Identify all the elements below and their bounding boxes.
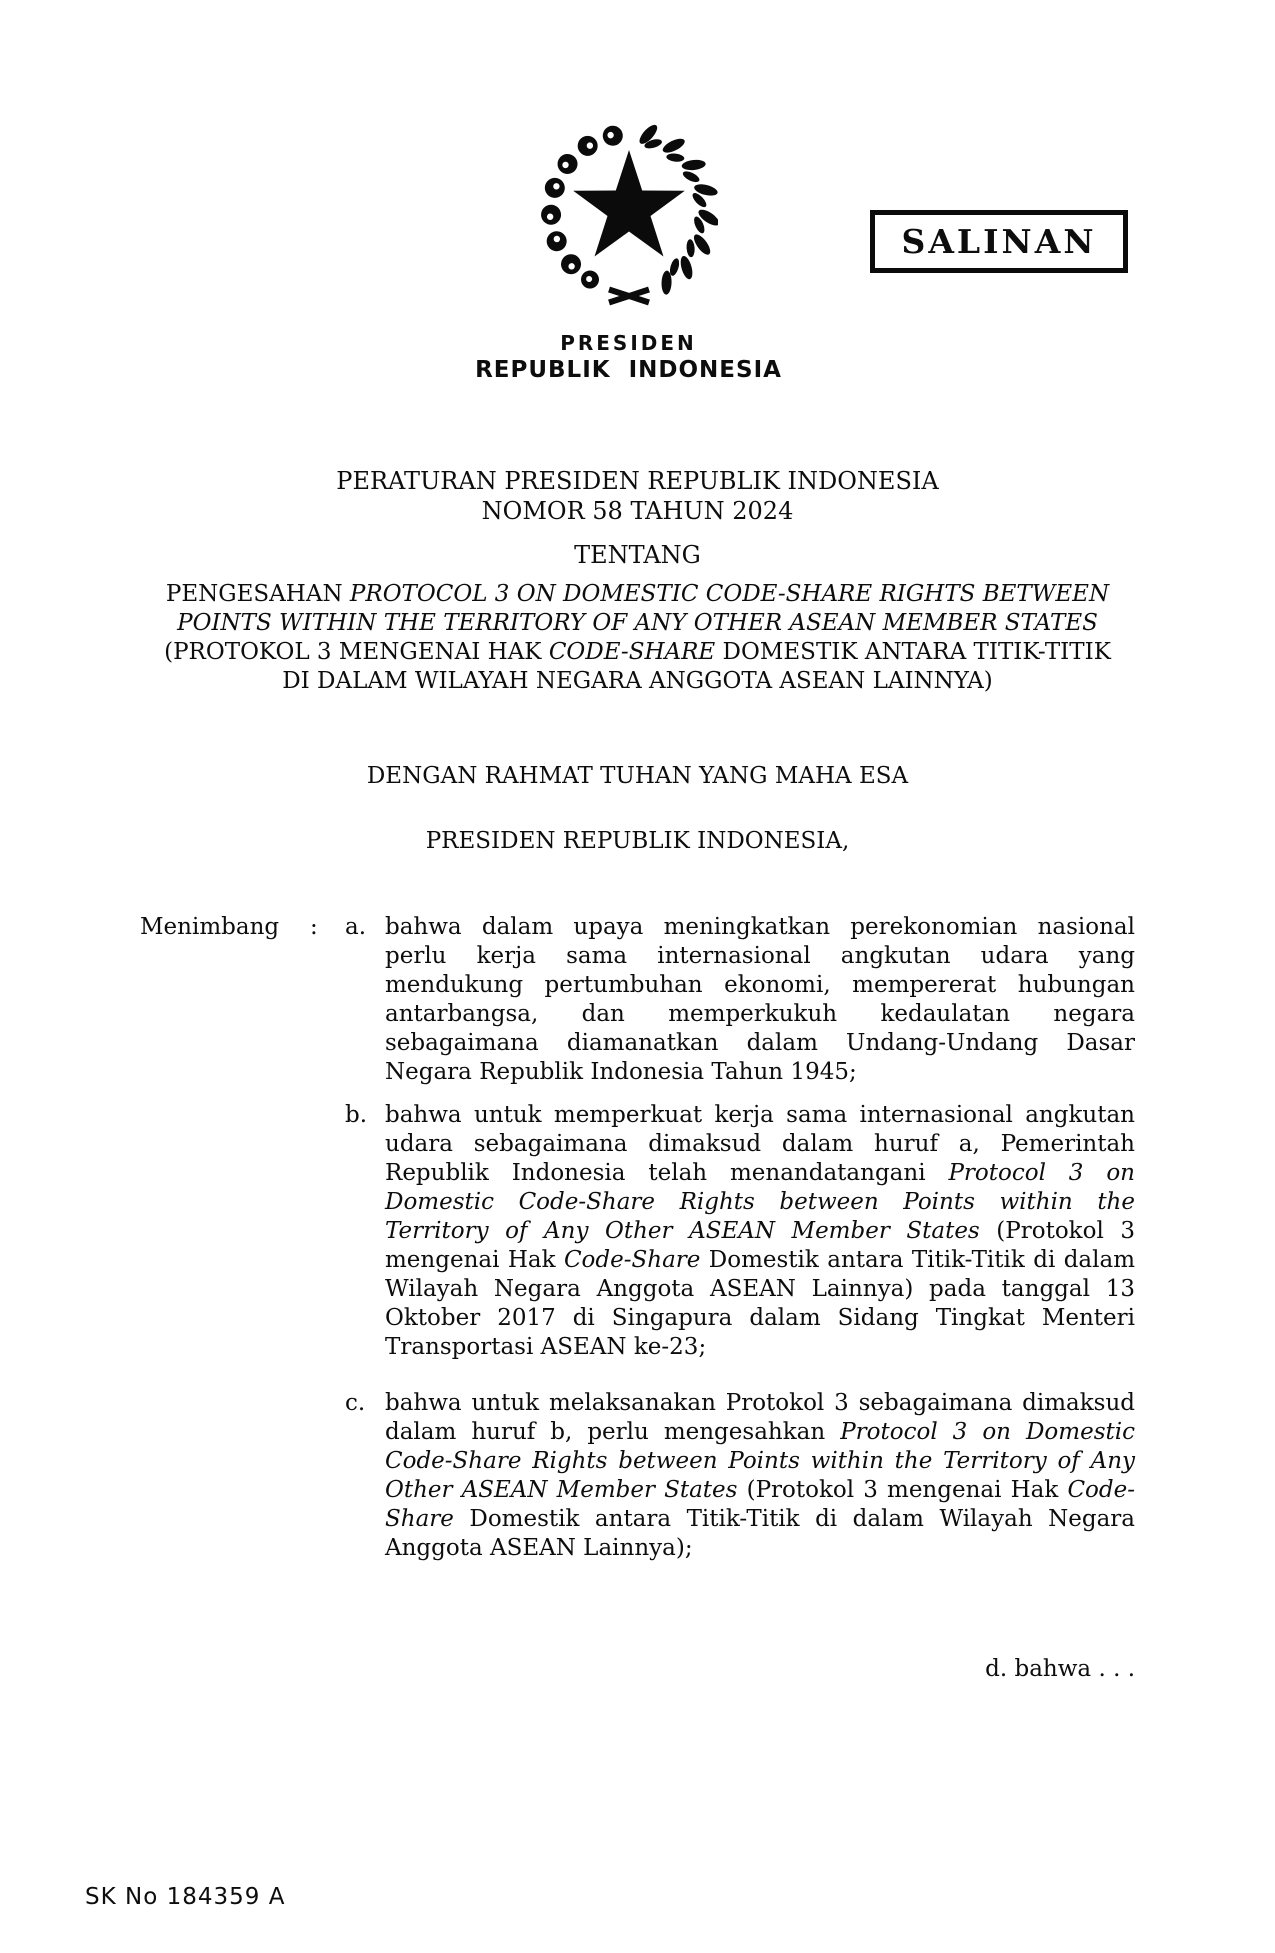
item-text: bahwa untuk melaksanakan Protokol 3 sebagaimana dimaksud dalam huruf b, perlu mengesahkan Protocol 3 on Domestic Code-Share Rights between Points within the Territory of Any Other ASEAN Member States (Protokol 3 mengenai Hak Code-Share Domestik antara Titik-Titik di dalam Wilayah Negara Anggota ASEAN Lainnya); [385, 1390, 1135, 1561]
consideration-item-c [345, 1389, 1135, 1563]
subject-line: (PROTOKOL 3 MENGENAI HAK CODE-SHARE DOMESTIK ANTARA TITIK-TITIK [164, 639, 1111, 665]
page-continuation-catchword: d. bahwa . . . [985, 1656, 1135, 1682]
salinan-stamp [870, 210, 1128, 273]
presidential-emblem [540, 110, 718, 315]
sk-number: SK No 184359 A [85, 1884, 286, 1910]
item-marker: a. [345, 914, 367, 940]
enacting-authority: PRESIDEN REPUBLIK INDONESIA, [425, 828, 850, 854]
regulation-number: NOMOR 58 TAHUN 2024 [481, 497, 794, 525]
subject-title [0, 580, 1275, 696]
subject-line: DI DALAM WILAYAH NEGARA ANGGOTA ASEAN LAINNYA) [282, 668, 993, 694]
subject-line: POINTS WITHIN THE TERRITORY OF ANY OTHER ASEAN MEMBER STATES [177, 610, 1098, 636]
consideration-item-a [345, 913, 1135, 1087]
regulation-title: PERATURAN PRESIDEN REPUBLIK INDONESIA [336, 467, 939, 495]
star-wreath-icon [540, 110, 718, 315]
item-marker: c. [345, 1390, 366, 1416]
subject-line: PENGESAHAN PROTOCOL 3 ON DOMESTIC CODE-SHARE RIGHTS BETWEEN [165, 581, 1110, 607]
letterhead-republik-indonesia: REPUBLIK INDONESIA [475, 357, 782, 383]
menimbang-colon: : [310, 914, 318, 940]
letterhead-presiden: PRESIDEN [560, 331, 697, 355]
tentang-heading: TENTANG [574, 541, 701, 569]
consideration-item-b [345, 1101, 1135, 1362]
salinan-stamp-label: SALINAN [901, 222, 1097, 261]
item-text: bahwa dalam upaya meningkatkan perekonomian nasional perlu kerja sama internasional angkutan udara yang mendukung pertumbuhan ekonomi, mempererat hubungan antarbangsa, dan memperkukuh kedaulatan negara sebagaimana diamanatkan dalam Undang-Undang Dasar Negara Republik Indonesia Tahun 1945; [385, 914, 1135, 1085]
menimbang-section [140, 913, 1135, 1563]
menimbang-label: Menimbang [140, 914, 280, 940]
item-marker: b. [345, 1102, 368, 1128]
invocation-line: DENGAN RAHMAT TUHAN YANG MAHA ESA [366, 763, 909, 789]
item-text: bahwa untuk memperkuat kerja sama internasional angkutan udara sebagaimana dimaksud dalam huruf a, Pemerintah Republik Indonesia telah menandatangani Protocol 3 on Domestic Code-Share Rights between Points within the Territory of Any Other ASEAN Member States (Protokol 3 mengenai Hak Code-Share Domestik antara Titik-Titik di dalam Wilayah Negara Anggota ASEAN Lainnya) pada tanggal 13 Oktober 2017 di Singapura dalam Sidang Tingkat Menteri Transportasi ASEAN ke-23; [385, 1102, 1136, 1360]
